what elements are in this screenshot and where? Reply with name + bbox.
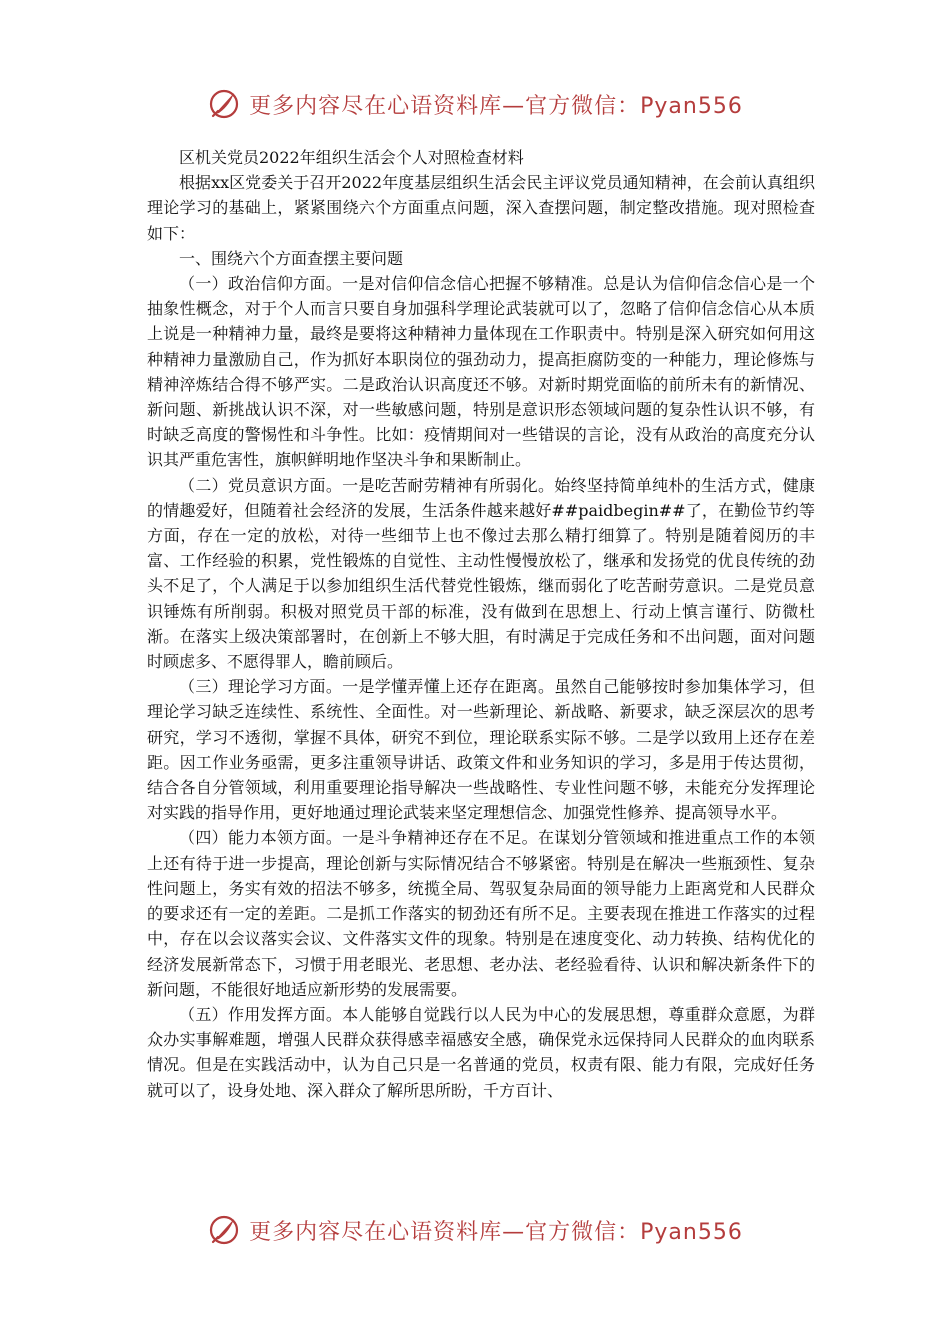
header-banner	[0, 82, 950, 126]
quill-logo-icon	[207, 87, 241, 121]
section-heading: 一、围绕六个方面查摆主要问题	[179, 248, 404, 268]
paragraph: （一）政治信仰方面。一是对信仰信念信心把握不够精准。总是认为信仰信念信心是一个抽象性概念，对于个人而言只要自身加强科学理论武装就可以了，忽略了信仰信念信心从本质上说是一种精神力量，最终是要将这种精神力量体现在工作职责中。特别是深入研究如何用这种精神力量激励自己，作为抓好本职岗位的强劲动力，提高拒腐防变的一种能力，理论修炼与精神淬炼结合得不够严实。二是政治认识高度还不够。对新时期党面临的前所未有的新情况、新问题、新挑战认识不深，对一些敏感问题，特别是意识形态领域问题的复杂性认识不够，有时缺乏高度的警惕性和斗争性。比如：疫情期间对一些错误的言论，没有从政治的高度充分认识其严重危害性，旗帜鲜明地作坚决斗争和果断制止。	[147, 274, 815, 470]
quill-logo-icon	[207, 1213, 241, 1247]
banner-text: 更多内容尽在心语资料库—官方微信：Pyan556	[249, 1219, 743, 1245]
paragraph: （四）能力本领方面。一是斗争精神还存在不足。在谋划分管领域和推进重点工作的本领上还有待于进一步提高，理论创新与实际情况结合不够紧密。特别是在解决一些瓶颈性、复杂性问题上，务实有效的招法不够多，统揽全局、驾驭复杂局面的领导能力上距离党和人民群众的要求还有一定的差距。二是抓工作落实的韧劲还有所不足。主要表现在推进工作落实的过程中，存在以会议落实会议、文件落实文件的现象。特别是在速度变化、动力转换、结构优化的经济发展新常态下，习惯于用老眼光、老思想、老办法、老经验看待、认识和解决新条件下的新问题，不能很好地适应新形势的发展需要。	[147, 828, 815, 999]
footer-banner	[0, 1208, 950, 1252]
paragraph: （二）党员意识方面。一是吃苦耐劳精神有所弱化。始终坚持简单纯朴的生活方式，健康的情趣爱好，但随着社会经济的发展，生活条件越来越好##paidbegin##了，在勤俭节约等方面，存在一定的放松，对待一些细节上也不像过去那么精打细算了。特别是随着阅历的丰富、工作经验的积累，党性锻炼的自觉性、主动性慢慢放松了，继承和发扬党的优良传统的劲头不足了，个人满足于以参加组织生活代替党性锻炼，继而弱化了吃苦耐劳意识。二是党员意识锤炼有所削弱。积极对照党员干部的标准，没有做到在思想上、行动上慎言谨行、防微杜渐。在落实上级决策部署时，在创新上不够大胆，有时满足于完成任务和不出问题，面对问题时顾虑多、不愿得罪人，瞻前顾后。	[147, 475, 815, 672]
banner-text: 更多内容尽在心语资料库—官方微信：Pyan556	[249, 93, 743, 119]
document-title: 区机关党员2022年组织生活会个人对照检查材料	[179, 148, 524, 167]
paragraph: （三）理论学习方面。一是学懂弄懂上还存在距离。虽然自己能够按时参加集体学习，但理论学习缺乏连续性、系统性、全面性。对一些新理论、新战略、新要求，缺乏深层次的思考研究，学习不透彻，掌握不具体，研究不到位，理论联系实际不够。二是学以致用上还存在差距。因工作业务亟需，更多注重领导讲话、政策文件和业务知识的学习，多是用于传达贯彻，结合各自分管领域，利用重要理论指导解决一些战略性、专业性问题不够，未能充分发挥理论对实践的指导作用，更好地通过理论武装来坚定理想信念、加强党性修养、提高领导水平。	[147, 677, 815, 823]
paragraph: 根据xx区党委关于召开2022年度基层组织生活会民主评议党员通知精神，在会前认真组织理论学习的基础上，紧紧围绕六个方面重点问题，深入查摆问题，制定整改措施。现对照检查如下：	[147, 173, 815, 243]
document-body	[147, 145, 815, 1103]
paragraph: （五）作用发挥方面。本人能够自觉践行以人民为中心的发展思想，尊重群众意愿，为群众办实事解难题，增强人民群众获得感幸福感安全感，确保党永远保持同人民群众的血肉联系情况。但是在实践活动中，认为自己只是一名普通的党员，权责有限、能力有限，完成好任务就可以了，设身处地、深入群众了解所思所盼，千方百计、	[147, 1004, 815, 1100]
